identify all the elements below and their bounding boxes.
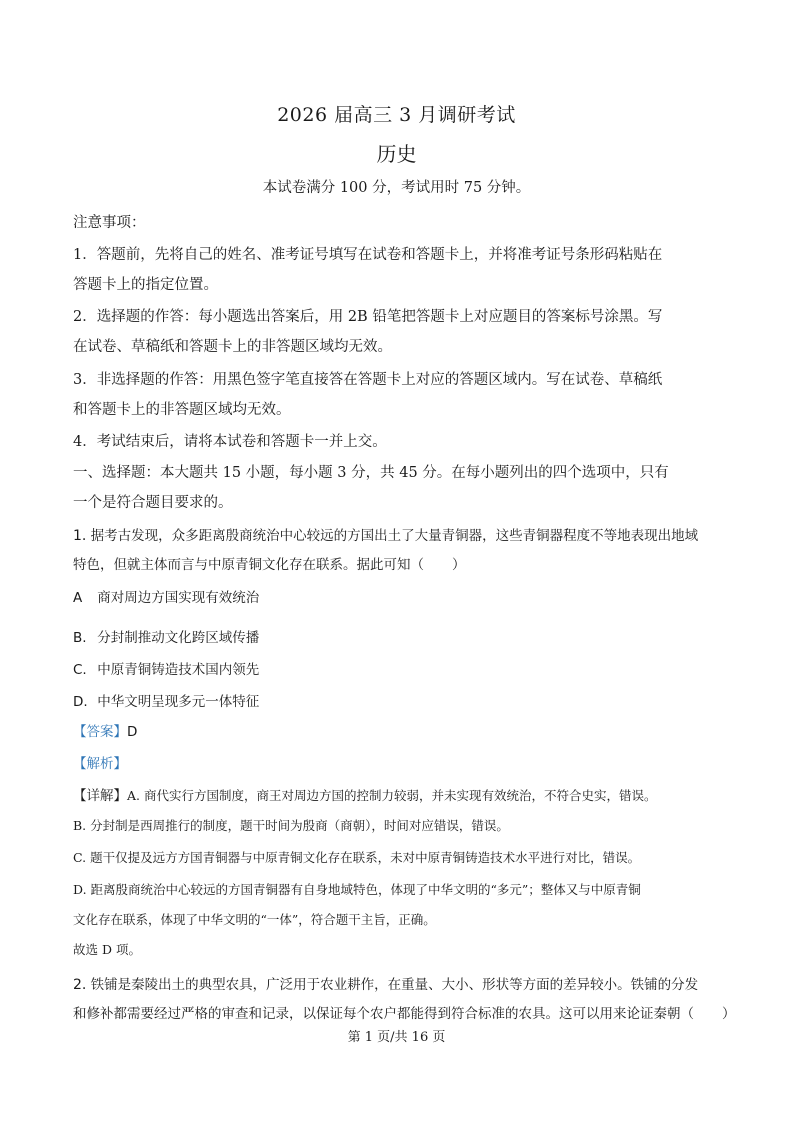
detail-line: C. 题干仅提及远方方国青铜器与中原青铜文化存在联系，未对中原青铜铸造技术水平进行对比，错误。 — [73, 850, 641, 865]
question-text: 据考古发现，众多距离殷商统治中心较远的方国出土了大量青铜器，这些青铜器程度不等地表现出地域 — [90, 528, 699, 544]
answer-label: 【答案】 — [73, 724, 127, 740]
option-text: 中原青铜铸造技术国内领先 — [97, 662, 260, 678]
option-c — [73, 658, 259, 678]
question-1-stem-cont — [73, 553, 466, 573]
detail-line: B. 分封制是西周推行的制度，题干时间为殷商（商朝），时间对应错误，错误。 — [73, 818, 509, 833]
section-heading: 一、选择题：本大题共 15 小题，每小题 3 分，共 45 分。在每小题列出的四个选项中，只有 — [73, 465, 669, 481]
note-line: 在试卷、草稿纸和答题卡上的非答题区域均无效。 — [73, 339, 392, 355]
detail-line — [73, 784, 656, 804]
note-line: 答题卡上的指定位置。 — [73, 277, 218, 293]
option-text: 中华文明呈现多元一体特征 — [97, 694, 260, 710]
detail-line: D. 距离殷商统治中心较远的方国青铜器有自身地域特色，体现了中华文明的“多元”；整体又与中原青铜 — [73, 882, 641, 897]
detail-text: A. 商代实行方国制度，商王对周边方国的控制力较弱，并未实现有效统治，不符合史实，错误。 — [127, 788, 657, 803]
question-text: 特色，但就主体而言与中原青铜文化存在联系。据此可知（ — [73, 557, 424, 573]
option-d — [73, 690, 259, 710]
detail-label: 【详解】 — [73, 788, 127, 804]
option-key: D. — [73, 694, 88, 710]
question-number: 1. — [73, 528, 87, 544]
note-line: 1．答题前，先将自己的姓名、准考证号填写在试卷和答题卡上，并将准考证号条形码粘贴在 — [73, 247, 663, 263]
question-number: 2. — [73, 977, 87, 993]
question-2-stem-cont — [73, 1002, 736, 1022]
note-line: 和答题卡上的非答题区域均无效。 — [73, 402, 291, 418]
exam-title: 2026 届高三 3 月调研考试 — [277, 104, 516, 126]
question-1-stem — [73, 524, 698, 544]
note-line: 3．非选择题的作答：用黑色签字笔直接答在答题卡上对应的答题区域内。写在试卷、草稿纸 — [73, 372, 663, 388]
note-line: 2．选择题的作答：每小题选出答案后，用 2B 铅笔把答题卡上对应题目的答案标号涂黑。写 — [73, 309, 663, 325]
option-text: 分封制推动文化跨区域传播 — [97, 630, 260, 646]
option-b — [73, 626, 259, 646]
question-paren-close: ） — [722, 1006, 736, 1022]
conclusion: 故选 D 项。 — [73, 942, 141, 957]
option-a — [73, 586, 259, 606]
answer-value: D — [127, 724, 138, 740]
option-key: A — [73, 590, 83, 606]
question-text: 和修补都需要经过严格的审查和记录，以保证每个农户都能得到符合标准的农具。这可以用来论证秦朝（ — [73, 1006, 694, 1022]
question-2-stem — [73, 973, 698, 993]
analysis-label: 【解析】 — [73, 756, 127, 772]
option-key: C. — [73, 662, 87, 678]
answer-line — [73, 720, 137, 740]
detail-line: 文化存在联系，体现了中华文明的“一体”，符合题干主旨，正确。 — [73, 912, 436, 927]
exam-info: 本试卷满分 100 分，考试用时 75 分钟。 — [262, 180, 531, 196]
page-footer: 第 1 页/共 16 页 — [347, 1030, 446, 1045]
option-key: B. — [73, 630, 87, 646]
question-paren-close: ） — [452, 557, 466, 573]
notes-heading: 注意事项： — [73, 215, 146, 231]
section-heading-cont: 一个是符合题目要求的。 — [73, 495, 233, 511]
note-line: 4．考试结束后，请将本试卷和答题卡一并上交。 — [73, 434, 387, 450]
question-text: 铁铺是秦陵出土的典型农具，广泛用于农业耕作，在重量、大小、形状等方面的差异较小。铁铺的分发 — [90, 977, 699, 993]
option-text: 商对周边方国实现有效统治 — [97, 590, 260, 606]
subject-title: 历史 — [376, 142, 417, 166]
